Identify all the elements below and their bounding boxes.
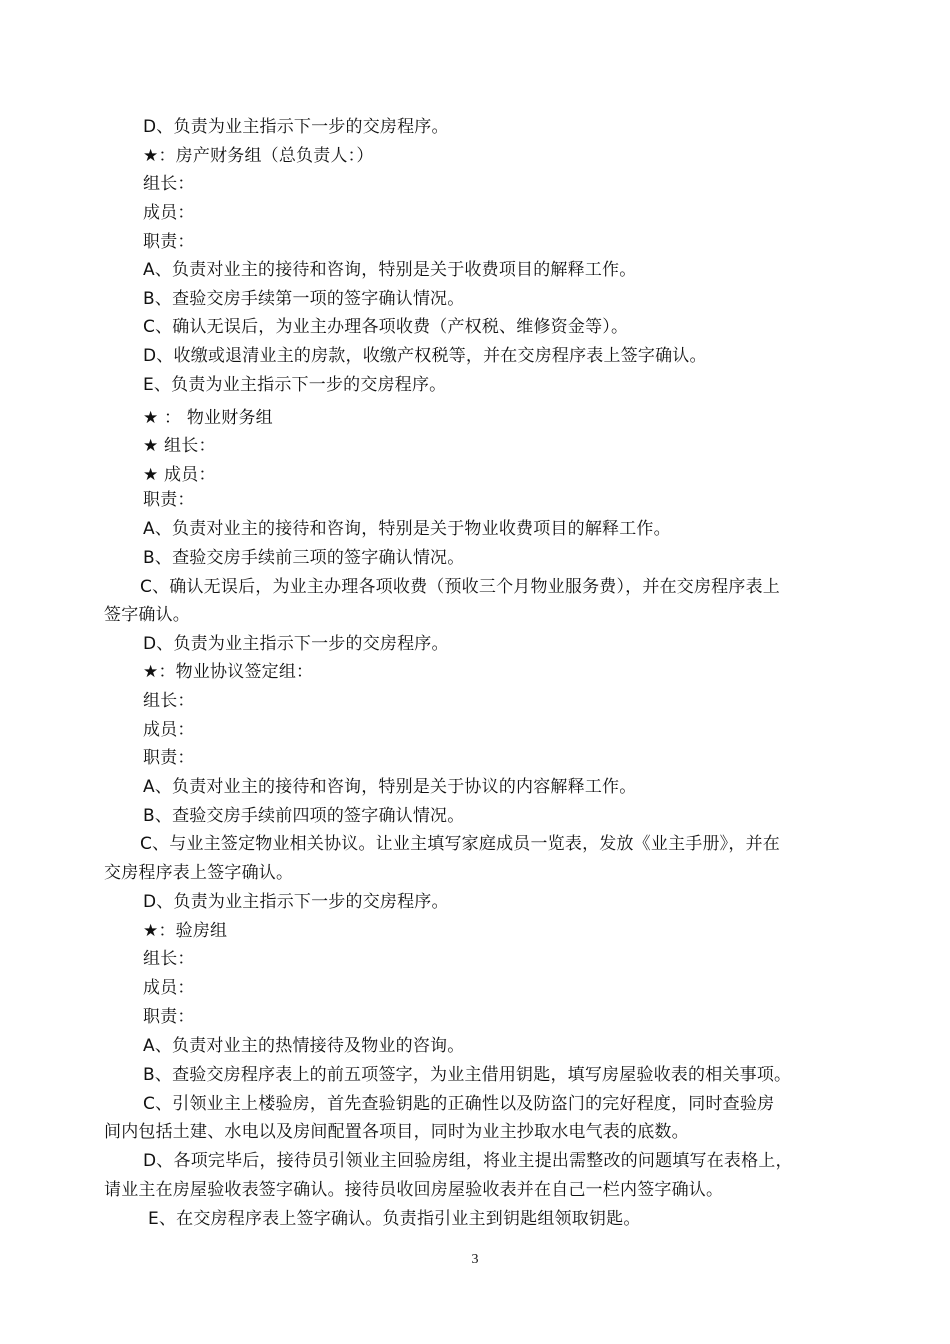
text-line: 成员：	[143, 978, 195, 998]
text-line: 职责：	[143, 748, 195, 768]
text-line: A、负责对业主的接待和咨询，特别是关于物业收费项目的解释工作。	[143, 519, 671, 539]
page-number: 3	[471, 1252, 479, 1267]
text-line: 签字确认。	[104, 605, 190, 625]
text-line: 职责：	[143, 1007, 195, 1027]
text-line: 间内包括土建、水电以及房间配置各项目，同时为业主抄取水电气表的底数。	[104, 1122, 689, 1142]
text-line: 职责：	[143, 232, 195, 252]
text-line: 请业主在房屋验收表签字确认。接待员收回房屋验收表并在自己一栏内签字确认。	[104, 1180, 724, 1200]
text-line: A、负责对业主的热情接待及物业的咨询。	[143, 1036, 465, 1056]
text-line: E、负责为业主指示下一步的交房程序。	[143, 375, 447, 395]
text-line: C、确认无误后，为业主办理各项收费（预收三个月物业服务费），并在交房程序表上	[140, 577, 780, 597]
section-heading: ★：房产财务组（总负责人：）	[143, 146, 374, 166]
section-heading: ★ ： 物业财务组	[143, 408, 273, 428]
text-line: D、负责为业主指示下一步的交房程序。	[143, 634, 449, 654]
text-line: 组长：	[143, 174, 195, 194]
text-line: 成员：	[143, 203, 195, 223]
text-line: C、确认无误后，为业主办理各项收费（产权税、维修资金等）。	[143, 317, 629, 337]
text-line: ★ 组长：	[143, 436, 216, 456]
text-line: A、负责对业主的接待和咨询，特别是关于协议的内容解释工作。	[143, 777, 637, 797]
text-line: 职责：	[143, 490, 195, 510]
text-line: B、查验交房手续前三项的签字确认情况。	[143, 548, 465, 568]
text-line: 交房程序表上签字确认。	[104, 863, 294, 883]
text-line: B、查验交房手续第一项的签字确认情况。	[143, 289, 465, 309]
text-line: D、负责为业主指示下一步的交房程序。	[143, 117, 449, 137]
text-line: D、各项完毕后，接待员引领业主回验房组，将业主提出需整改的问题填写在表格上，	[143, 1151, 793, 1171]
text-line: B、查验交房程序表上的前五项签字，为业主借用钥匙，填写房屋验收表的相关事项。	[143, 1065, 792, 1085]
text-line: E、在交房程序表上签字确认。负责指引业主到钥匙组领取钥匙。	[148, 1209, 641, 1229]
text-line: D、负责为业主指示下一步的交房程序。	[143, 892, 449, 912]
text-line: 成员：	[143, 720, 195, 740]
text-line: ★ 成员：	[143, 465, 216, 485]
text-line: A、负责对业主的接待和咨询，特别是关于收费项目的解释工作。	[143, 260, 637, 280]
text-line: C、引领业主上楼验房，首先查验钥匙的正确性以及防盗门的完好程度，同时查验房	[143, 1094, 775, 1114]
text-line: 组长：	[143, 949, 195, 969]
text-line: B、查验交房手续前四项的签字确认情况。	[143, 806, 465, 826]
section-heading: ★：物业协议签定组：	[143, 662, 314, 682]
section-heading: ★：验房组	[143, 921, 228, 941]
text-line: C、与业主签定物业相关协议。让业主填写家庭成员一览表，发放《业主手册》，并在	[140, 834, 780, 854]
text-line: D、收缴或退清业主的房款，收缴产权税等，并在交房程序表上签字确认。	[143, 346, 707, 366]
text-line: 组长：	[143, 691, 195, 711]
